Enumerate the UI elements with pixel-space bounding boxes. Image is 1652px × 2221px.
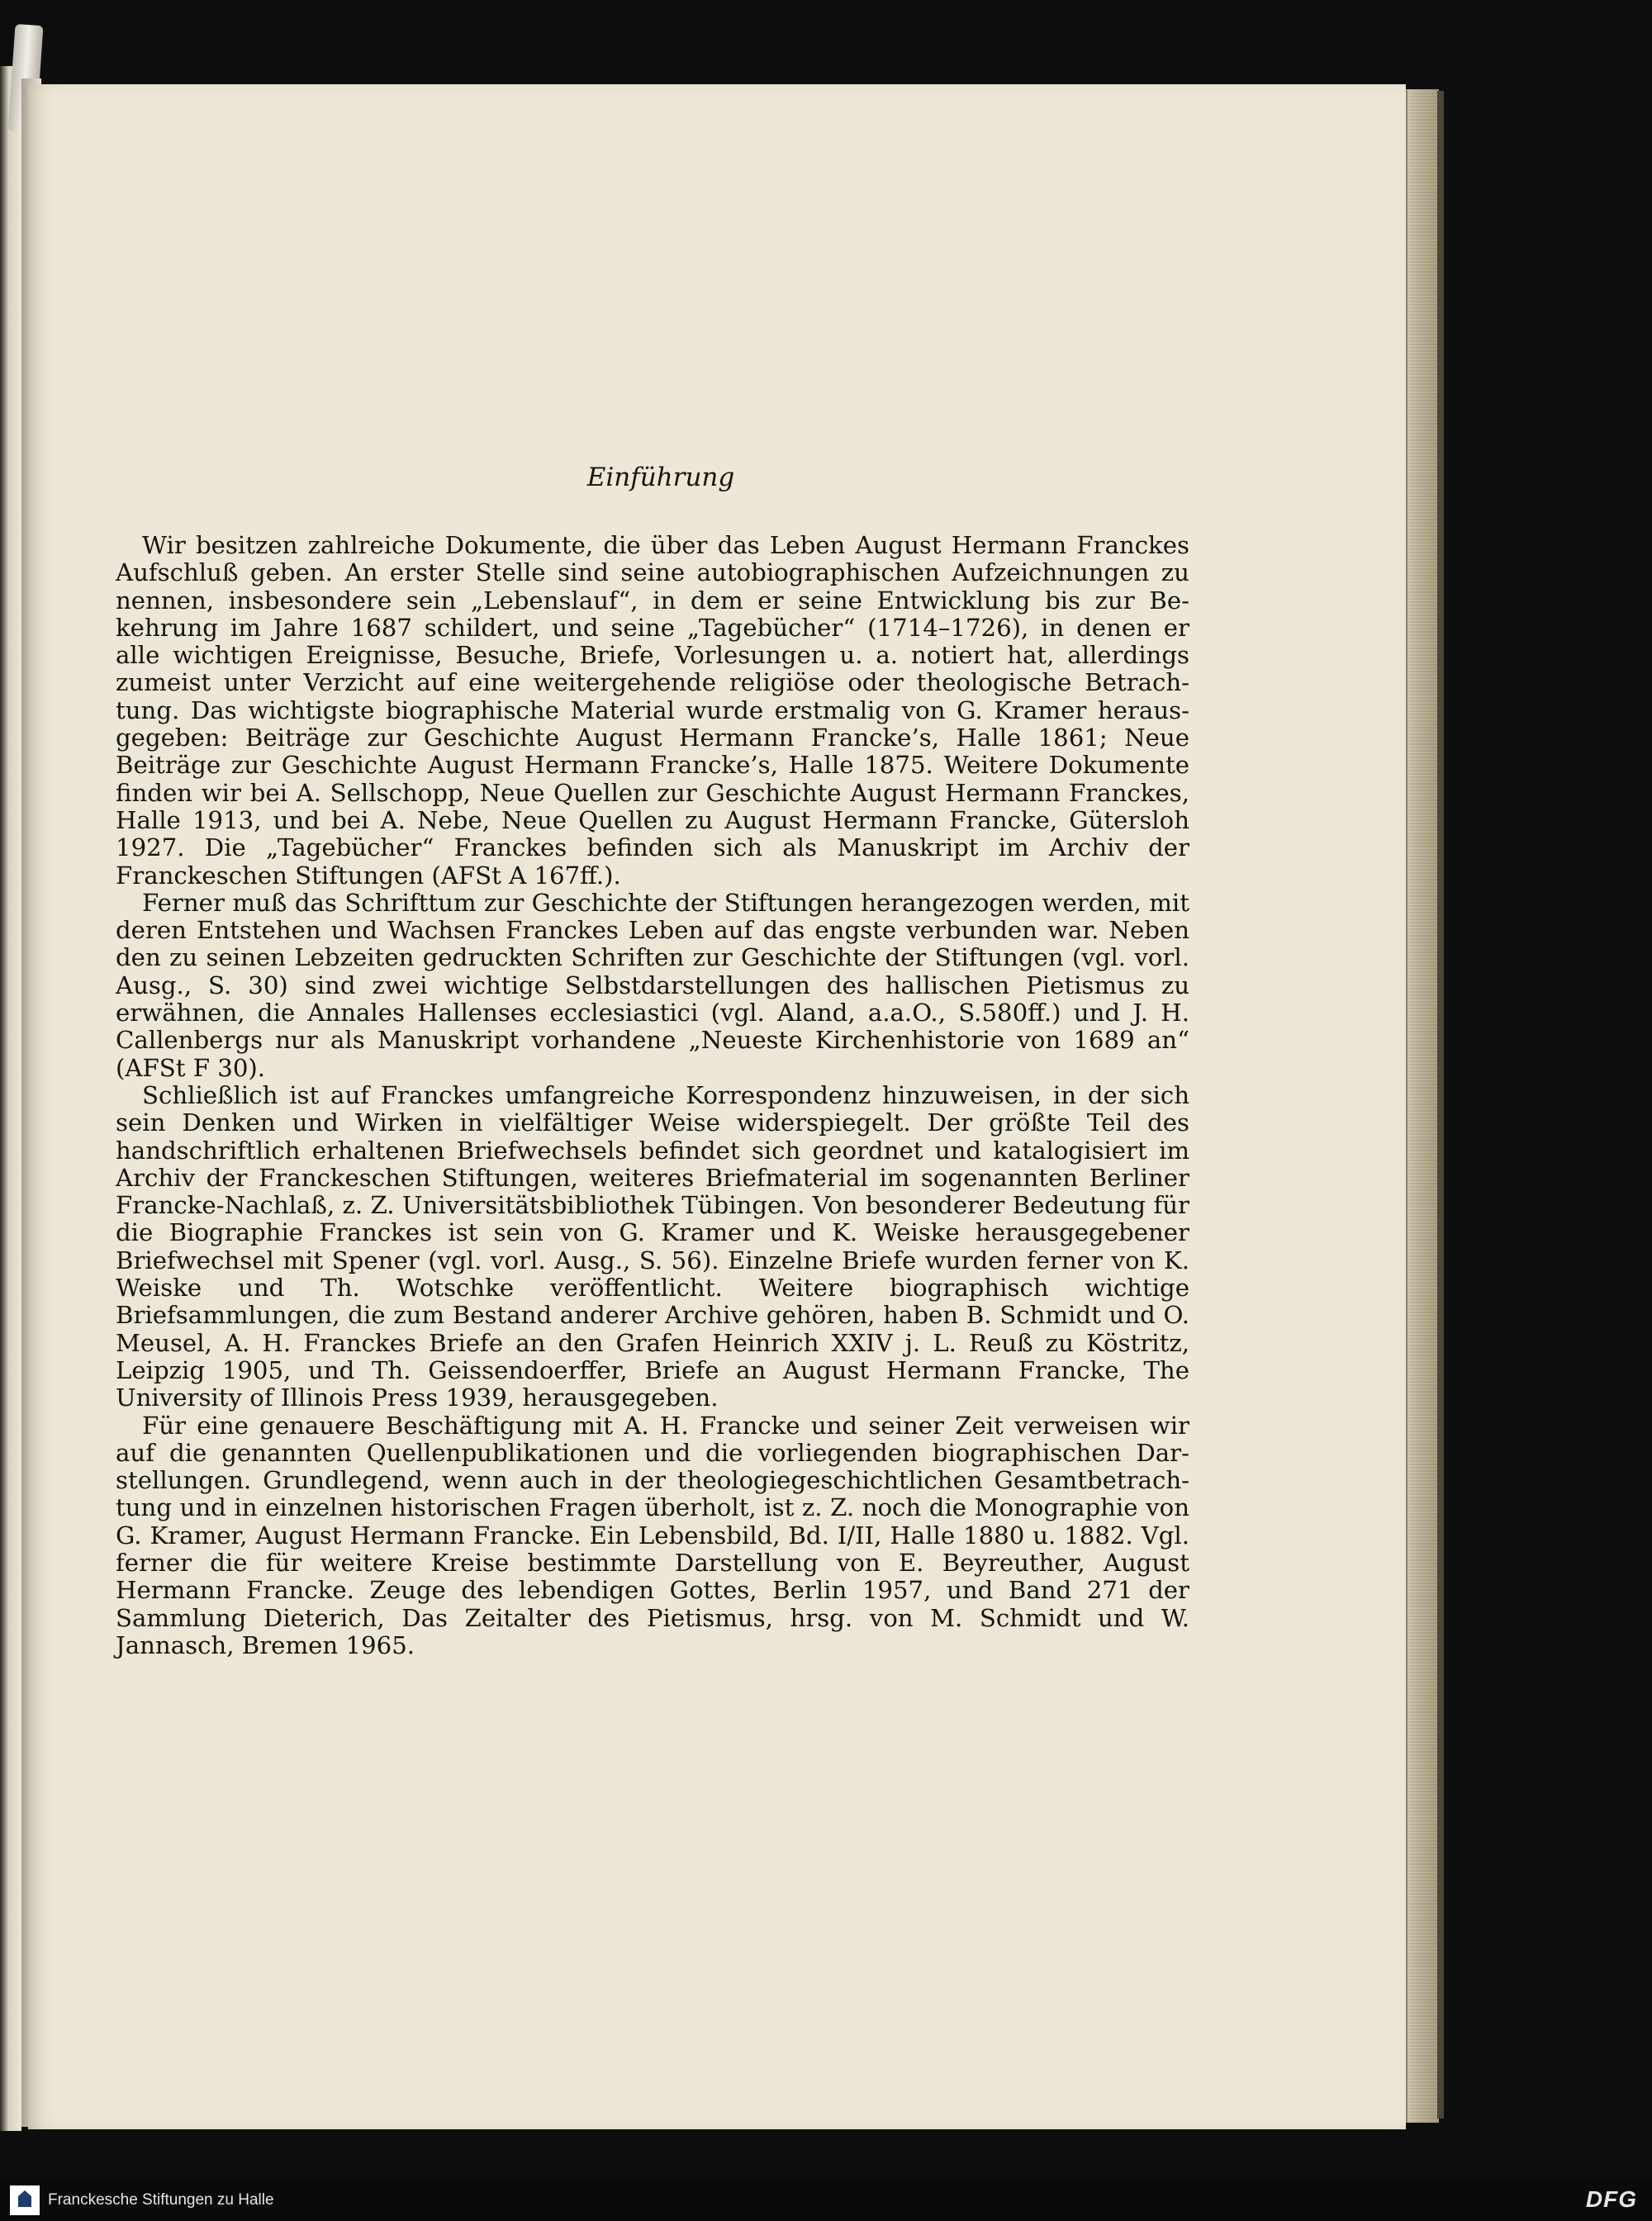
- book-binding: [1406, 89, 1439, 2123]
- paragraph-4: Für eine genauere Beschäftigung mit A. H. Francke und seiner Zeit verweisen wir auf die genannten Quellenpublikationen und die vorliegenden biographischen Darstellungen. Grundlegend, wenn auch in der theologiegeschichtlichen Gesamtbetrachtung und in einzelnen historischen Fragen überholt, ist z. Z. noch die Monographie von G. Kramer, August Hermann Francke. Ein Lebensbild, Bd. I/II, Halle 1880 u. 1882. Vgl. ferner die für weitere Kreise bestimmte Darstellung von E. Beyreuther, August Hermann Francke. Zeuge des lebendigen Gottes, Berlin 1957, und Band 271 der Sammlung Dieterich, Das Zeitalter des Pietismus, hrsg. von M. Schmidt und W. Jannasch, Bremen 1965.: [116, 1411, 1189, 1659]
- viewer-footer: [0, 2181, 1652, 2221]
- facing-page-edge: [0, 66, 21, 2131]
- page-heading: Einführung: [586, 463, 735, 492]
- paragraph-2: Ferner muß das Schrifttum zur Geschichte der Stiftungen herangezogen werden, mit deren Entstehen und Wachsen Franckes Leben auf das engste verbunden war. Neben den zu seinen Lebzeiten gedruckten Schriften zur Geschichte der Stiftungen (vgl. vorl. Ausg., S. 30) sind zwei wichtige Selbstdarstellungen des hallischen Pietismus zu erwähnen, die Annales Hallenses ecclesiastici (vgl. Aland, a.a.O., S.580ff.) und J. H. Callenbergs nur als Manuskript vorhandene „Neueste Kirchenhistorie von 1689 an“ (AFSt F 30).: [116, 888, 1189, 1082]
- dfg-logo[interactable]: DFG: [1585, 2186, 1637, 2212]
- institution-name[interactable]: Franckesche Stiftungen zu Halle: [48, 2191, 274, 2209]
- paragraph-3: Schließlich ist auf Franckes umfangreiche Korrespondenz hinzuweisen, in der sich sein Denken und Wirken in vielfältiger Weise widerspiegelt. Der größte Teil des handschriftlich erhaltenen Briefwechsels befindet sich geordnet und katalogisiert im Archiv der Franckeschen Stiftungen, weiteres Briefmaterial im sogenannten Berliner Francke-Nachlaß, z. Z. Universitätsbibliothek Tübingen. Von besonderer Bedeutung für die Biographie Franckes ist sein von G. Kramer und K. Weiske herausgegebener Briefwechsel mit Spener (vgl. vorl. Ausg., S. 56). Einzelne Briefe wurden ferner von K. Weiske und Th. Wotschke veröffentlicht. Weitere biographisch wichtige Briefsammlungen, die zum Bestand anderer Archive gehören, haben B. Schmidt und O. Meusel, A. H. Franckes Briefe an den Grafen Heinrich XXIV j. L. Reuß zu Köstritz, Leipzig 1905, und Th. Geissendoerffer, Briefe an August Hermann Francke, The University of Illinois Press 1939, herausgegeben.: [116, 1080, 1189, 1412]
- binding-shadow: [1437, 91, 1444, 2119]
- page-text: [116, 463, 1189, 1659]
- paragraph-1: Wir besitzen zahlreiche Dokumente, die über das Leben August Hermann Franckes Aufschluß geben. An erster Stelle sind seine autobiographischen Aufzeichnungen zu nennen, insbesondere sein „Lebenslauf“, in dem er seine Entwicklung bis zur Bekehrung im Jahre 1687 schildert, und seine „Tagebücher“ (1714–1726), in denen er alle wichtigen Ereignisse, Besuche, Briefe, Vorlesungen u. a. notiert hat, allerdings zumeist unter Verzicht auf eine weitergehende religiöse oder theologische Betrachtung. Das wichtigste biographische Material wurde erstmalig von G. Kramer herausgegeben: Beiträge zur Geschichte August Hermann Francke’s, Halle 1861; Neue Beiträge zur Geschichte August Hermann Francke’s, Halle 1875. Weitere Dokumente finden wir bei A. Sellschopp, Neue Quellen zur Geschichte August Hermann Franckes, Halle 1913, und bei A. Nebe, Neue Quellen zu August Hermann Francke, Gütersloh 1927. Die „Tagebücher“ Franckes befinden sich als Manuskript im Archiv der Franckeschen Stiftungen (AFSt A 167ff.).: [116, 531, 1189, 890]
- institution-logo-icon[interactable]: [10, 2185, 40, 2215]
